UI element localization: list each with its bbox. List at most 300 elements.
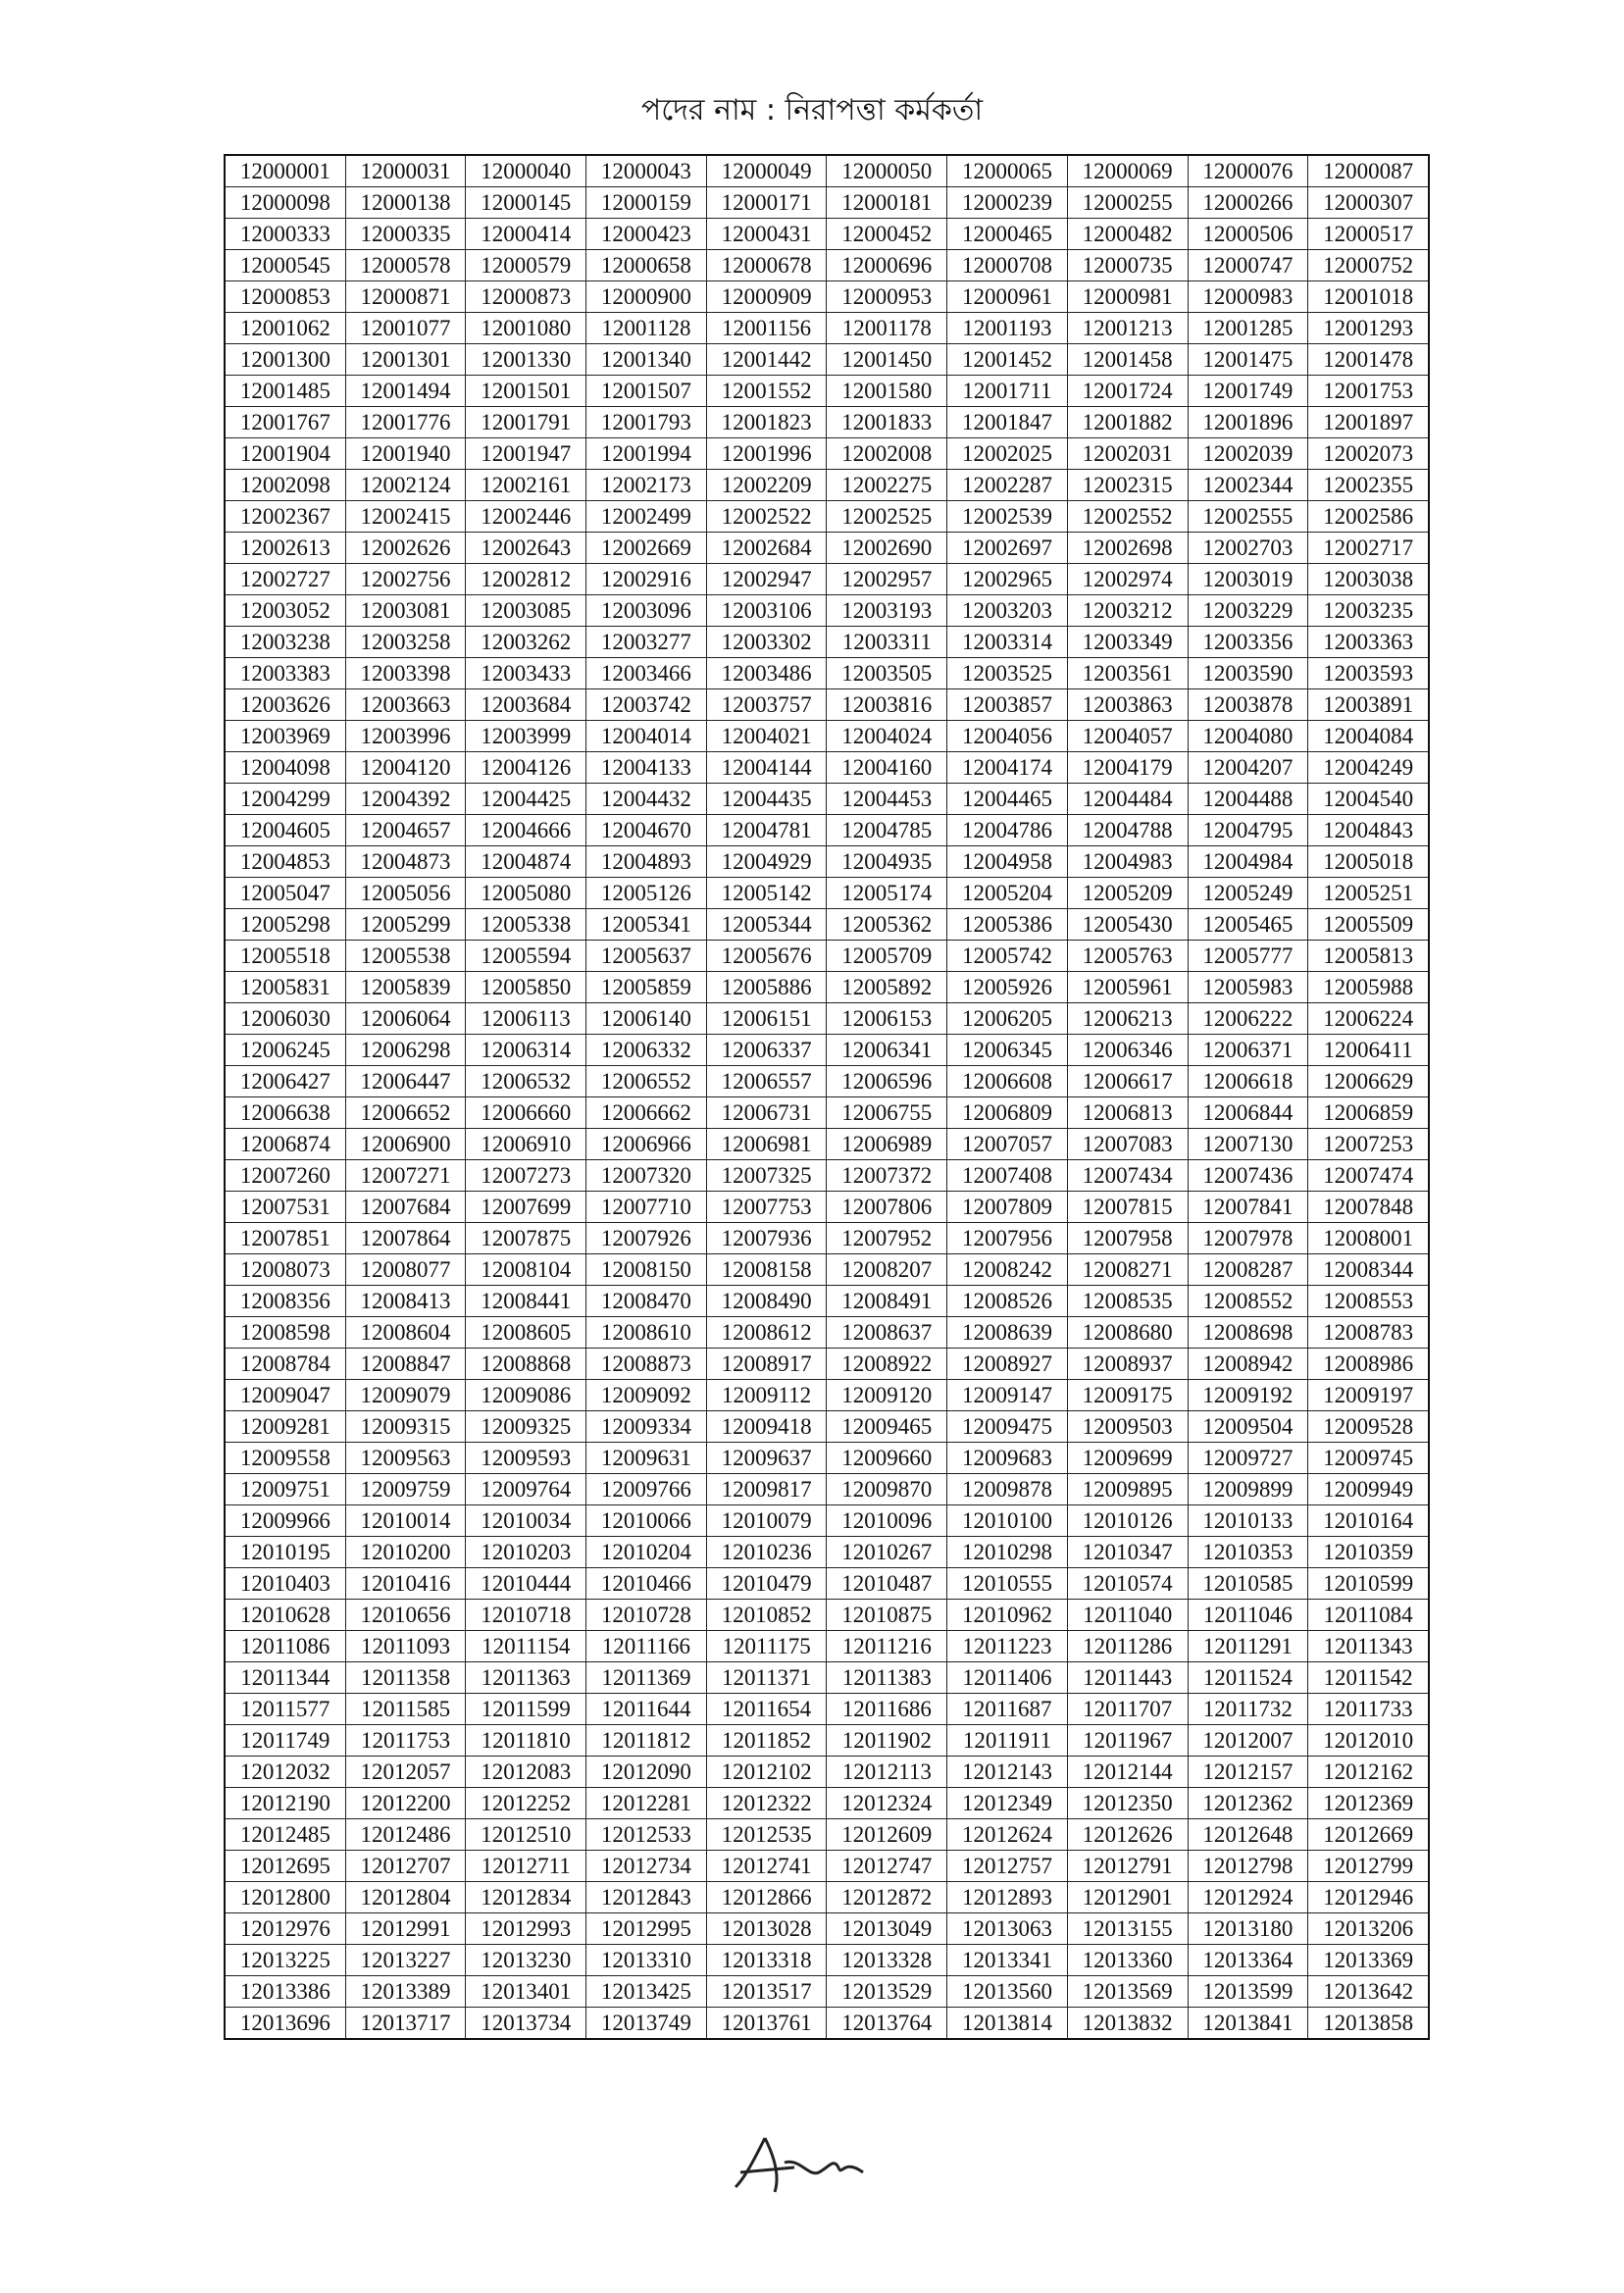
table-row bbox=[225, 470, 1429, 501]
roll-number-cell: 12005831 bbox=[225, 972, 345, 1003]
roll-number-cell: 12009563 bbox=[345, 1443, 466, 1474]
roll-number-cell: 12012741 bbox=[706, 1851, 827, 1882]
roll-number-cell: 12007684 bbox=[345, 1192, 466, 1223]
roll-number-cell: 12001330 bbox=[466, 344, 586, 376]
roll-number-cell: 12012976 bbox=[225, 1913, 345, 1945]
roll-number-cell: 12008698 bbox=[1188, 1317, 1308, 1349]
roll-number-cell: 12003857 bbox=[947, 689, 1068, 721]
roll-number-cell: 12013814 bbox=[947, 2008, 1068, 2040]
roll-number-cell: 12012102 bbox=[706, 1757, 827, 1788]
roll-number-cell: 12013841 bbox=[1188, 2008, 1308, 2040]
roll-number-cell: 12002916 bbox=[586, 564, 707, 595]
roll-number-cell: 12006332 bbox=[586, 1035, 707, 1066]
roll-number-cell: 12012799 bbox=[1308, 1851, 1429, 1882]
roll-number-cell: 12001293 bbox=[1308, 313, 1429, 344]
roll-number-cell: 12007809 bbox=[947, 1192, 1068, 1223]
roll-number-cell: 12010479 bbox=[706, 1568, 827, 1600]
roll-number-cell: 12008942 bbox=[1188, 1349, 1308, 1380]
roll-number-cell: 12011291 bbox=[1188, 1631, 1308, 1662]
roll-number-cell: 12012804 bbox=[345, 1882, 466, 1913]
table-row bbox=[225, 1725, 1429, 1757]
roll-number-cell: 12001552 bbox=[706, 376, 827, 407]
roll-number-cell: 12010066 bbox=[586, 1505, 707, 1537]
roll-number-cell: 12009325 bbox=[466, 1411, 586, 1443]
roll-number-cell: 12000696 bbox=[827, 250, 947, 281]
roll-number-cell: 12011733 bbox=[1308, 1694, 1429, 1725]
roll-number-cell: 12004781 bbox=[706, 815, 827, 846]
roll-number-cell: 12005018 bbox=[1308, 846, 1429, 878]
roll-number-cell: 12011585 bbox=[345, 1694, 466, 1725]
roll-number-cell: 12007956 bbox=[947, 1223, 1068, 1254]
table-row bbox=[225, 1223, 1429, 1254]
roll-number-cell: 12002415 bbox=[345, 501, 466, 533]
roll-number-cell: 12005886 bbox=[706, 972, 827, 1003]
roll-number-cell: 12011577 bbox=[225, 1694, 345, 1725]
roll-number-cell: 12006153 bbox=[827, 1003, 947, 1035]
roll-number-cell: 12009147 bbox=[947, 1380, 1068, 1411]
roll-number-cell: 12004983 bbox=[1067, 846, 1188, 878]
roll-number-cell: 12003302 bbox=[706, 627, 827, 658]
roll-number-cell: 12002727 bbox=[225, 564, 345, 595]
table-row bbox=[225, 1505, 1429, 1537]
roll-number-cell: 12007531 bbox=[225, 1192, 345, 1223]
roll-number-cell: 12013749 bbox=[586, 2008, 707, 2040]
roll-number-cell: 12004207 bbox=[1188, 752, 1308, 784]
roll-number-cell: 12004540 bbox=[1308, 784, 1429, 815]
roll-number-cell: 12002073 bbox=[1308, 438, 1429, 470]
roll-number-cell: 12005742 bbox=[947, 941, 1068, 972]
roll-number-cell: 12001791 bbox=[466, 407, 586, 438]
roll-number-cell: 12000981 bbox=[1067, 281, 1188, 313]
roll-number-cell: 12000266 bbox=[1188, 187, 1308, 219]
roll-number-cell: 12006245 bbox=[225, 1035, 345, 1066]
roll-number-cell: 12005892 bbox=[827, 972, 947, 1003]
roll-number-cell: 12008287 bbox=[1188, 1254, 1308, 1286]
table-row bbox=[225, 376, 1429, 407]
roll-number-cell: 12009878 bbox=[947, 1474, 1068, 1505]
table-row bbox=[225, 501, 1429, 533]
roll-number-cell: 12012626 bbox=[1067, 1819, 1188, 1851]
roll-number-cell: 12001018 bbox=[1308, 281, 1429, 313]
table-row bbox=[225, 1129, 1429, 1160]
roll-number-cell: 12003096 bbox=[586, 595, 707, 627]
roll-number-cell: 12006900 bbox=[345, 1129, 466, 1160]
table-row bbox=[225, 1662, 1429, 1694]
table-row bbox=[225, 1160, 1429, 1192]
roll-number-cell: 12007434 bbox=[1067, 1160, 1188, 1192]
roll-number-cell: 12012800 bbox=[225, 1882, 345, 1913]
roll-number-cell: 12004425 bbox=[466, 784, 586, 815]
roll-number-cell: 12001300 bbox=[225, 344, 345, 376]
roll-number-cell: 12006064 bbox=[345, 1003, 466, 1035]
roll-number-cell: 12000145 bbox=[466, 187, 586, 219]
table-row bbox=[225, 564, 1429, 595]
roll-number-cell: 12006652 bbox=[345, 1097, 466, 1129]
roll-number-cell: 12009315 bbox=[345, 1411, 466, 1443]
roll-number-cell: 12001494 bbox=[345, 376, 466, 407]
roll-number-cell: 12012757 bbox=[947, 1851, 1068, 1882]
roll-number-cell: 12004488 bbox=[1188, 784, 1308, 815]
roll-number-cell: 12010466 bbox=[586, 1568, 707, 1600]
roll-number-cell: 12012369 bbox=[1308, 1788, 1429, 1819]
roll-number-cell: 12013180 bbox=[1188, 1913, 1308, 1945]
roll-number-cell: 12002522 bbox=[706, 501, 827, 533]
roll-number-cell: 12011542 bbox=[1308, 1662, 1429, 1694]
roll-number-cell: 12001753 bbox=[1308, 376, 1429, 407]
roll-number-cell: 12007710 bbox=[586, 1192, 707, 1223]
roll-number-cell: 12000069 bbox=[1067, 155, 1188, 187]
roll-number-cell: 12005344 bbox=[706, 909, 827, 941]
roll-number-cell: 12012707 bbox=[345, 1851, 466, 1882]
roll-number-cell: 12012485 bbox=[225, 1819, 345, 1851]
roll-number-cell: 12010585 bbox=[1188, 1568, 1308, 1600]
roll-number-cell: 12001458 bbox=[1067, 344, 1188, 376]
roll-number-cell: 12007320 bbox=[586, 1160, 707, 1192]
roll-number-cell: 12009966 bbox=[225, 1505, 345, 1537]
roll-number-cell: 12006966 bbox=[586, 1129, 707, 1160]
roll-number-cell: 12004056 bbox=[947, 721, 1068, 752]
roll-number-cell: 12008207 bbox=[827, 1254, 947, 1286]
roll-number-cell: 12004958 bbox=[947, 846, 1068, 878]
roll-number-cell: 12009334 bbox=[586, 1411, 707, 1443]
roll-number-cell: 12001301 bbox=[345, 344, 466, 376]
roll-number-cell: 12004098 bbox=[225, 752, 345, 784]
roll-number-cell: 12006205 bbox=[947, 1003, 1068, 1035]
roll-number-cell: 12012162 bbox=[1308, 1757, 1429, 1788]
roll-number-cell: 12002173 bbox=[586, 470, 707, 501]
roll-number-cell: 12004024 bbox=[827, 721, 947, 752]
roll-number-cell: 12002344 bbox=[1188, 470, 1308, 501]
roll-number-cell: 12012057 bbox=[345, 1757, 466, 1788]
roll-number-cell: 12011443 bbox=[1067, 1662, 1188, 1694]
roll-number-cell: 12012946 bbox=[1308, 1882, 1429, 1913]
roll-number-cell: 12009660 bbox=[827, 1443, 947, 1474]
roll-number-cell: 12011599 bbox=[466, 1694, 586, 1725]
roll-number-cell: 12007952 bbox=[827, 1223, 947, 1254]
roll-number-cell: 12001793 bbox=[586, 407, 707, 438]
roll-number-cell: 12006989 bbox=[827, 1129, 947, 1160]
roll-number-cell: 12010298 bbox=[947, 1537, 1068, 1568]
roll-number-cell: 12013401 bbox=[466, 1976, 586, 2008]
roll-number-cell: 12013761 bbox=[706, 2008, 827, 2040]
roll-number-cell: 12000043 bbox=[586, 155, 707, 187]
roll-number-cell: 12012747 bbox=[827, 1851, 947, 1882]
roll-number-cell: 12005676 bbox=[706, 941, 827, 972]
roll-number-cell: 12009528 bbox=[1308, 1411, 1429, 1443]
roll-number-cell: 12004484 bbox=[1067, 784, 1188, 815]
roll-number-cell: 12011084 bbox=[1308, 1600, 1429, 1631]
table-row bbox=[225, 438, 1429, 470]
roll-number-cell: 12004786 bbox=[947, 815, 1068, 846]
roll-number-cell: 12005047 bbox=[225, 878, 345, 909]
roll-number-cell: 12013230 bbox=[466, 1945, 586, 1976]
roll-number-cell: 12003878 bbox=[1188, 689, 1308, 721]
roll-number-cell: 12012535 bbox=[706, 1819, 827, 1851]
roll-number-cell: 12010079 bbox=[706, 1505, 827, 1537]
roll-number-cell: 12007978 bbox=[1188, 1223, 1308, 1254]
roll-number-cell: 12001776 bbox=[345, 407, 466, 438]
table-row bbox=[225, 250, 1429, 281]
roll-number-cell: 12003038 bbox=[1308, 564, 1429, 595]
roll-number-cell: 12012322 bbox=[706, 1788, 827, 1819]
roll-number-cell: 12000578 bbox=[345, 250, 466, 281]
roll-number-cell: 12012113 bbox=[827, 1757, 947, 1788]
roll-number-cell: 12011812 bbox=[586, 1725, 707, 1757]
table-row bbox=[225, 627, 1429, 658]
roll-number-cell: 12002974 bbox=[1067, 564, 1188, 595]
roll-number-cell: 12002756 bbox=[345, 564, 466, 595]
roll-number-cell: 12012695 bbox=[225, 1851, 345, 1882]
roll-number-cell: 12010100 bbox=[947, 1505, 1068, 1537]
roll-number-cell: 12008783 bbox=[1308, 1317, 1429, 1349]
roll-number-cell: 12011086 bbox=[225, 1631, 345, 1662]
roll-number-cell: 12001724 bbox=[1067, 376, 1188, 407]
roll-number-cell: 12010852 bbox=[706, 1600, 827, 1631]
roll-number-cell: 12008526 bbox=[947, 1286, 1068, 1317]
roll-number-cell: 12012143 bbox=[947, 1757, 1068, 1788]
roll-number-cell: 12005926 bbox=[947, 972, 1068, 1003]
roll-number-cell: 12002287 bbox=[947, 470, 1068, 501]
table-row bbox=[225, 1600, 1429, 1631]
roll-number-cell: 12002161 bbox=[466, 470, 586, 501]
roll-number-cell: 12002690 bbox=[827, 533, 947, 564]
table-row bbox=[225, 721, 1429, 752]
roll-number-cell: 12009175 bbox=[1067, 1380, 1188, 1411]
roll-number-cell: 12011175 bbox=[706, 1631, 827, 1662]
roll-number-cell: 12004249 bbox=[1308, 752, 1429, 784]
roll-number-cell: 12001340 bbox=[586, 344, 707, 376]
roll-number-cell: 12004084 bbox=[1308, 721, 1429, 752]
roll-number-cell: 12012893 bbox=[947, 1882, 1068, 1913]
roll-number-cell: 12008158 bbox=[706, 1254, 827, 1286]
signature bbox=[726, 2118, 883, 2207]
roll-number-cell: 12011216 bbox=[827, 1631, 947, 1662]
roll-number-cell: 12004080 bbox=[1188, 721, 1308, 752]
roll-number-cell: 12005056 bbox=[345, 878, 466, 909]
roll-number-cell: 12009949 bbox=[1308, 1474, 1429, 1505]
roll-number-cell: 12013206 bbox=[1308, 1913, 1429, 1945]
roll-number-cell: 12004392 bbox=[345, 784, 466, 815]
roll-number-cell: 12001128 bbox=[586, 313, 707, 344]
roll-number-cell: 12005988 bbox=[1308, 972, 1429, 1003]
roll-number-cell: 12007841 bbox=[1188, 1192, 1308, 1223]
roll-number-cell: 12000181 bbox=[827, 187, 947, 219]
roll-number-cell: 12010034 bbox=[466, 1505, 586, 1537]
roll-number-cell: 12010126 bbox=[1067, 1505, 1188, 1537]
roll-number-cell: 12007806 bbox=[827, 1192, 947, 1223]
roll-number-cell: 12003235 bbox=[1308, 595, 1429, 627]
roll-number-cell: 12006371 bbox=[1188, 1035, 1308, 1066]
roll-number-cell: 12002697 bbox=[947, 533, 1068, 564]
roll-number-cell: 12012083 bbox=[466, 1757, 586, 1788]
roll-number-cell: 12006532 bbox=[466, 1066, 586, 1097]
roll-number-cell: 12007848 bbox=[1308, 1192, 1429, 1223]
roll-number-cell: 12002367 bbox=[225, 501, 345, 533]
roll-number-cell: 12013717 bbox=[345, 2008, 466, 2040]
roll-number-cell: 12000414 bbox=[466, 219, 586, 250]
roll-number-cell: 12007253 bbox=[1308, 1129, 1429, 1160]
roll-number-cell: 12006557 bbox=[706, 1066, 827, 1097]
roll-number-cell: 12004935 bbox=[827, 846, 947, 878]
roll-number-cell: 12002643 bbox=[466, 533, 586, 564]
table-row bbox=[225, 846, 1429, 878]
roll-number-cell: 12004126 bbox=[466, 752, 586, 784]
roll-number-cell: 12008077 bbox=[345, 1254, 466, 1286]
roll-number-cell: 12012144 bbox=[1067, 1757, 1188, 1788]
roll-number-cell: 12012007 bbox=[1188, 1725, 1308, 1757]
table-row bbox=[225, 689, 1429, 721]
roll-number-cell: 12006910 bbox=[466, 1129, 586, 1160]
roll-number-cell: 12011371 bbox=[706, 1662, 827, 1694]
roll-number-cell: 12005251 bbox=[1308, 878, 1429, 909]
roll-number-cell: 12012349 bbox=[947, 1788, 1068, 1819]
roll-number-cell: 12013155 bbox=[1067, 1913, 1188, 1945]
roll-number-cell: 12000255 bbox=[1067, 187, 1188, 219]
roll-number-cell: 12005465 bbox=[1188, 909, 1308, 941]
roll-number-cell: 12001896 bbox=[1188, 407, 1308, 438]
roll-number-cell: 12009766 bbox=[586, 1474, 707, 1505]
roll-number-cell: 12002698 bbox=[1067, 533, 1188, 564]
roll-number-cell: 12008491 bbox=[827, 1286, 947, 1317]
roll-number-cell: 12008922 bbox=[827, 1349, 947, 1380]
table-row bbox=[225, 1913, 1429, 1945]
roll-number-cell: 12003363 bbox=[1308, 627, 1429, 658]
roll-number-cell: 12008356 bbox=[225, 1286, 345, 1317]
roll-number-cell: 12002355 bbox=[1308, 470, 1429, 501]
roll-number-cell: 12009465 bbox=[827, 1411, 947, 1443]
roll-number-cell: 12004021 bbox=[706, 721, 827, 752]
roll-number-cell: 12004160 bbox=[827, 752, 947, 784]
roll-number-cell: 12008927 bbox=[947, 1349, 1068, 1380]
roll-number-cell: 12003969 bbox=[225, 721, 345, 752]
roll-number-cell: 12004893 bbox=[586, 846, 707, 878]
roll-number-cell: 12000983 bbox=[1188, 281, 1308, 313]
roll-number-cell: 12005209 bbox=[1067, 878, 1188, 909]
roll-number-cell: 12007851 bbox=[225, 1223, 345, 1254]
roll-number-cell: 12006608 bbox=[947, 1066, 1068, 1097]
roll-number-cell: 12012798 bbox=[1188, 1851, 1308, 1882]
table-row bbox=[225, 1568, 1429, 1600]
roll-number-cell: 12001833 bbox=[827, 407, 947, 438]
page-title: পদের নাম : নিরাপত্তা কর্মকর্তা bbox=[640, 93, 984, 127]
roll-number-cell: 12011644 bbox=[586, 1694, 707, 1725]
roll-number-cell: 12013696 bbox=[225, 2008, 345, 2040]
roll-number-cell: 12003212 bbox=[1067, 595, 1188, 627]
roll-number-cell: 12004853 bbox=[225, 846, 345, 878]
roll-number-cell: 12003314 bbox=[947, 627, 1068, 658]
roll-number-cell: 12012252 bbox=[466, 1788, 586, 1819]
roll-number-cell: 12003052 bbox=[225, 595, 345, 627]
roll-number-cell: 12009699 bbox=[1067, 1443, 1188, 1474]
roll-number-cell: 12003626 bbox=[225, 689, 345, 721]
roll-number-cell: 12009047 bbox=[225, 1380, 345, 1411]
roll-number-cell: 12006030 bbox=[225, 1003, 345, 1035]
roll-number-cell: 12012734 bbox=[586, 1851, 707, 1882]
roll-number-cell: 12010014 bbox=[345, 1505, 466, 1537]
roll-number-cell: 12005509 bbox=[1308, 909, 1429, 941]
roll-number-cell: 12009503 bbox=[1067, 1411, 1188, 1443]
roll-number-cell: 12003742 bbox=[586, 689, 707, 721]
roll-number-cell: 12005299 bbox=[345, 909, 466, 941]
roll-number-cell: 12002684 bbox=[706, 533, 827, 564]
roll-number-cell: 12010444 bbox=[466, 1568, 586, 1600]
roll-number-cell: 12006213 bbox=[1067, 1003, 1188, 1035]
roll-number-cell: 12000098 bbox=[225, 187, 345, 219]
roll-number-cell: 12000076 bbox=[1188, 155, 1308, 187]
roll-number-cell: 12005538 bbox=[345, 941, 466, 972]
roll-number-cell: 12007130 bbox=[1188, 1129, 1308, 1160]
roll-number-cell: 12003590 bbox=[1188, 658, 1308, 689]
roll-number-cell: 12010347 bbox=[1067, 1537, 1188, 1568]
roll-number-cell: 12006346 bbox=[1067, 1035, 1188, 1066]
roll-number-cell: 12003106 bbox=[706, 595, 827, 627]
roll-number-cell: 12000900 bbox=[586, 281, 707, 313]
roll-number-cell: 12003258 bbox=[345, 627, 466, 658]
roll-number-cell: 12012834 bbox=[466, 1882, 586, 1913]
roll-number-cell: 12003193 bbox=[827, 595, 947, 627]
table-row bbox=[225, 1537, 1429, 1568]
roll-number-cell: 12008917 bbox=[706, 1349, 827, 1380]
table-row bbox=[225, 1035, 1429, 1066]
roll-number-cell: 12000423 bbox=[586, 219, 707, 250]
roll-number-cell: 12006859 bbox=[1308, 1097, 1429, 1129]
roll-number-cell: 12008680 bbox=[1067, 1317, 1188, 1349]
roll-number-cell: 12008470 bbox=[586, 1286, 707, 1317]
roll-number-cell: 12010403 bbox=[225, 1568, 345, 1600]
roll-number-cell: 12004144 bbox=[706, 752, 827, 784]
roll-number-cell: 12004179 bbox=[1067, 752, 1188, 784]
roll-number-table bbox=[224, 154, 1430, 2040]
roll-number-cell: 12008937 bbox=[1067, 1349, 1188, 1380]
roll-number-cell: 12013227 bbox=[345, 1945, 466, 1976]
roll-number-cell: 12013318 bbox=[706, 1945, 827, 1976]
roll-number-cell: 12005813 bbox=[1308, 941, 1429, 972]
roll-number-cell: 12002499 bbox=[586, 501, 707, 533]
table-row bbox=[225, 815, 1429, 846]
table-row bbox=[225, 941, 1429, 972]
roll-number-cell: 12013389 bbox=[345, 1976, 466, 2008]
roll-number-cell: 12006314 bbox=[466, 1035, 586, 1066]
roll-number-cell: 12013063 bbox=[947, 1913, 1068, 1945]
roll-number-cell: 12004120 bbox=[345, 752, 466, 784]
roll-number-cell: 12012624 bbox=[947, 1819, 1068, 1851]
roll-number-cell: 12012200 bbox=[345, 1788, 466, 1819]
roll-number-cell: 12005338 bbox=[466, 909, 586, 941]
roll-number-cell: 12010416 bbox=[345, 1568, 466, 1600]
roll-number-cell: 12001452 bbox=[947, 344, 1068, 376]
roll-number-cell: 12012090 bbox=[586, 1757, 707, 1788]
roll-number-cell: 12005594 bbox=[466, 941, 586, 972]
roll-number-cell: 12006844 bbox=[1188, 1097, 1308, 1129]
table-row bbox=[225, 2008, 1429, 2040]
roll-number-cell: 12000138 bbox=[345, 187, 466, 219]
roll-number-cell: 12003816 bbox=[827, 689, 947, 721]
roll-number-cell: 12008610 bbox=[586, 1317, 707, 1349]
roll-number-cell: 12011046 bbox=[1188, 1600, 1308, 1631]
table-row bbox=[225, 219, 1429, 250]
roll-number-cell: 12009637 bbox=[706, 1443, 827, 1474]
roll-number-cell: 12008612 bbox=[706, 1317, 827, 1349]
roll-number-cell: 12010164 bbox=[1308, 1505, 1429, 1537]
table-row bbox=[225, 1192, 1429, 1223]
roll-number-cell: 12002812 bbox=[466, 564, 586, 595]
roll-number-cell: 12006596 bbox=[827, 1066, 947, 1097]
table-row bbox=[225, 1349, 1429, 1380]
roll-number-cell: 12008552 bbox=[1188, 1286, 1308, 1317]
roll-number-cell: 12013832 bbox=[1067, 2008, 1188, 2040]
roll-number-cell: 12010628 bbox=[225, 1600, 345, 1631]
table-row bbox=[225, 1317, 1429, 1349]
